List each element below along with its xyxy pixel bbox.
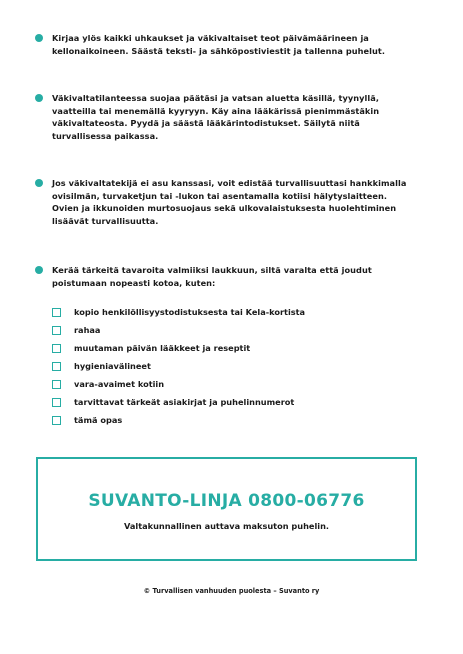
bullet-dot [35,94,43,102]
hotline-subtitle: Valtakunnallinen auttava maksuton puhelin. [123,521,330,531]
bullet-home-security [36,177,416,227]
checklist-item [52,414,382,432]
checklist-label: tarvittavat tärkeät asiakirjat ja puhelinnumerot [74,397,295,407]
checkbox[interactable] [52,398,61,407]
bullet-text: Jos väkivaltatekijä ei asu kanssasi, voit edistää turvallisuuttasi hankkimalla ovisilmän, turvaketjun tai -lukon tai asentamalla kotiisi hälytyslaitteen. Ovien ja ikkunoiden murtosuojaus sekä ulkovalaistuksesta huolehtiminen lisäävät turvallisuutta. [52,178,407,226]
checklist-label: kopio henkilöllisyystodistuksesta tai Kela-kortista [74,307,306,317]
bullet-pack-bag [36,264,416,289]
checklist-item [52,324,382,342]
checklist-item [52,396,382,414]
checklist-item [52,306,382,324]
checklist-label: vara-avaimet kotiin [74,379,165,389]
checklist-label: tämä opas [74,415,123,425]
checklist-item [52,378,382,396]
bullet-protect-yourself [36,92,416,142]
checkbox[interactable] [52,416,61,425]
bullet-dot [35,266,43,274]
checkbox[interactable] [52,362,61,371]
bullet-dot [35,34,43,42]
checklist-label: hygieniavälineet [74,361,151,371]
checklist-item [52,360,382,378]
checkbox[interactable] [52,380,61,389]
footer-copyright: © Turvallisen vanhuuden puolesta – Suvanto ry [143,587,320,595]
hotline-box [36,457,417,561]
bullet-text: Kirjaa ylös kaikki uhkaukset ja väkivaltaiset teot päivämäärineen ja kellonaikoineen. Säästä teksti- ja sähköpostiviestit ja tallenna puhelut. [52,33,386,56]
checkbox[interactable] [52,326,61,335]
bullet-text: Väkivaltatilanteessa suojaa päätäsi ja vatsan aluetta käsillä, tyynyllä, vaatteilla tai menemällä kyyryyn. Käy aina lääkärissä pienimmästäkin väkivaltateosta. Pyydä ja säästä lääkärintodistukset. Säilytä niitä turvallisessa paikassa. [52,93,380,141]
hotline-title[interactable]: SUVANTO-LINJA 0800-06776 [88,491,365,511]
checklist-label: muutaman päivän lääkkeet ja reseptit [74,343,251,353]
checklist-item [52,342,382,360]
bullet-text: Kerää tärkeitä tavaroita valmiiksi laukkuun, siltä varalta että joudut poistumaan nopeasti kotoa, kuten: [52,265,372,288]
checkbox[interactable] [52,344,61,353]
checkbox[interactable] [52,308,61,317]
bullet-dot [35,179,43,187]
packing-checklist [52,306,382,432]
bullet-record-threats [36,32,416,57]
checklist-label: rahaa [74,325,101,335]
